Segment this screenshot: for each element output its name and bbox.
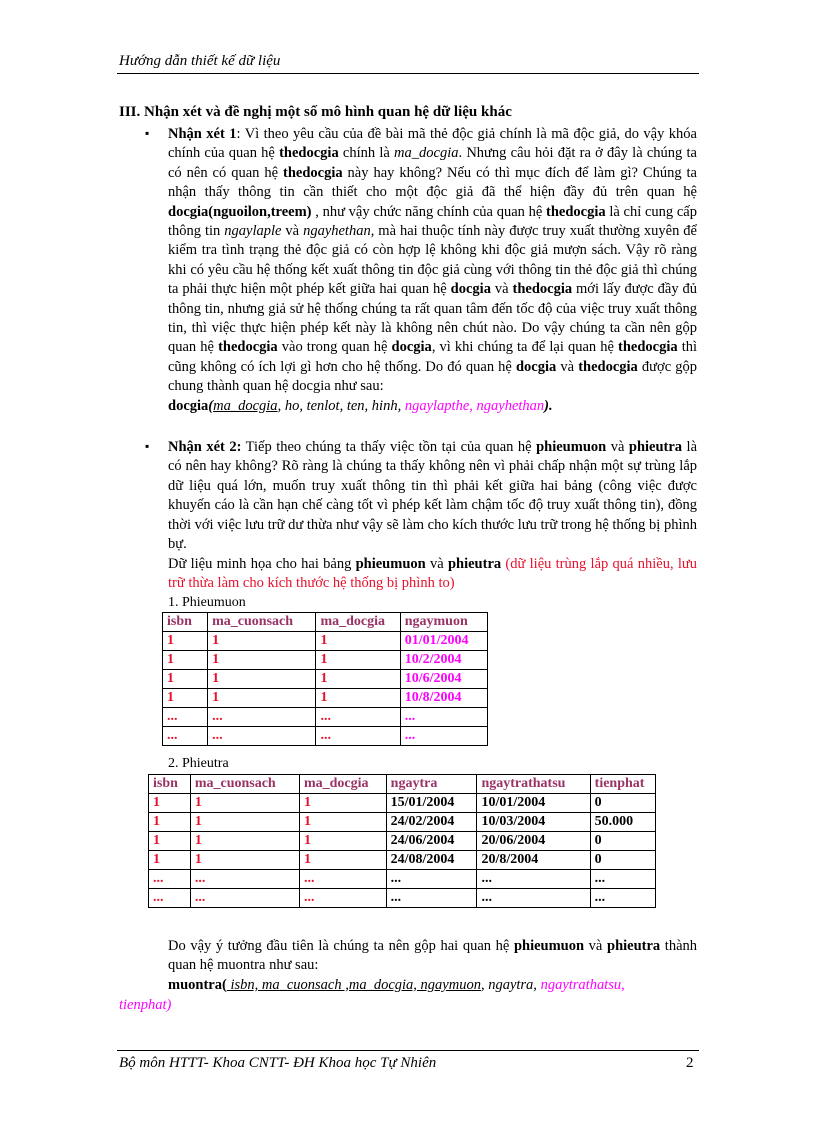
table-cell: 50.000 (590, 813, 655, 832)
table-row (163, 689, 488, 708)
table-cell: 1 (149, 813, 191, 832)
schema-muontra: muontra( (168, 976, 227, 993)
table-row (149, 813, 656, 832)
table-row (149, 832, 656, 851)
table-header-cell: ma_cuonsach (190, 775, 299, 794)
table-cell: 10/2/2004 (400, 651, 487, 670)
table-header-cell: ngaytra (386, 775, 477, 794)
table-cell: 1 (299, 794, 386, 813)
table-cell: 1 (316, 651, 400, 670)
table-header-cell: tienphat (590, 775, 655, 794)
table-cell: ... (386, 870, 477, 889)
page-footer: Bộ môn HTTT- Khoa CNTT- ĐH Khoa học Tự Nhiên (119, 1055, 437, 1071)
phieutra-table (148, 774, 656, 908)
table-cell: 1 (208, 670, 316, 689)
table-cell: ... (149, 870, 191, 889)
table-cell: 1 (299, 832, 386, 851)
table-cell: 1 (190, 832, 299, 851)
table-cell: 1 (316, 670, 400, 689)
observation-label: Nhận xét 2: (168, 439, 242, 455)
schema-muontra-continued: tienphat) (119, 997, 172, 1013)
table-cell: 0 (590, 851, 655, 870)
table-cell: ... (208, 708, 316, 727)
table-header-cell: ma_docgia (299, 775, 386, 794)
observation-label: Nhận xét 1 (168, 126, 237, 142)
table-cell: 10/8/2004 (400, 689, 487, 708)
table-cell: 1 (163, 670, 208, 689)
table-cell: 10/01/2004 (477, 794, 590, 813)
table-row (163, 632, 488, 651)
table-header-cell: ngaytrathatsu (477, 775, 590, 794)
table-cell: 1 (149, 851, 191, 870)
table-row (149, 870, 656, 889)
page-number: 2 (686, 1055, 694, 1071)
table-cell: ... (590, 870, 655, 889)
table1-caption: 1. Phieumuon (168, 595, 246, 610)
table-cell: 1 (316, 689, 400, 708)
table-cell: 1 (163, 651, 208, 670)
table-cell: 24/06/2004 (386, 832, 477, 851)
table-header-cell: ngaymuon (400, 613, 487, 632)
page-header: Hướng dẫn thiết kế dữ liệu (119, 53, 281, 69)
table-header-cell: ma_cuonsach (208, 613, 316, 632)
table-row (149, 794, 656, 813)
table-header-cell: isbn (149, 775, 191, 794)
table-cell: 0 (590, 794, 655, 813)
table-cell: ... (316, 727, 400, 746)
table-cell: ... (316, 708, 400, 727)
table-header-cell: isbn (163, 613, 208, 632)
table-cell: ... (190, 870, 299, 889)
paragraph-observation-2: Nhận xét 2: Tiếp theo chúng ta thấy việc tồn tại của quan hệ phieumuon và phieutra là có nên hay không? Rõ ràng là chúng ta thấy không nên vì phải chấp nhận một sự trùng lắp dữ liệu quá lớn, muốn truy xuất thông tin thì phải kết giữa hai bảng (công việc được khuyến cáo là cần hạn chế càng tốt vì phép kết làm chậm tốc độ truy xuất thông tin), đồng thời với việc lưu trữ dư thừa như vậy sẽ làm cho kích thước lưu trữ trong hệ thống bị phình bự. (168, 439, 697, 553)
table-cell: ... (400, 708, 487, 727)
header-rule (117, 73, 699, 74)
table-cell: 1 (316, 632, 400, 651)
table-cell: 15/01/2004 (386, 794, 477, 813)
table-cell: 1 (190, 794, 299, 813)
sample-data-note: (dữ liệu trùng lắp quá nhiều, lưu trữ thừa làm cho kích thước hệ thống bị phình to) (168, 556, 698, 592)
table2-caption: 2. Phieutra (168, 756, 229, 771)
table-cell: 0 (590, 832, 655, 851)
paragraph-observation-1: Nhận xét 1: Vì theo yêu cầu của đề bài mã thẻ độc giả chính là mã độc giả, do vậy khóa chính của quan hệ thedocgia chính là ma_docgia. Nhưng câu hỏi đặt ra ở đây là chúng ta có nên có quan hệ thedocgia này hay không? Nếu có thì mục đích để làm gì? Chúng ta nhận thấy thông tin cần thiết cho một độc giả đã thể hiện đầy đủ trên quan hệ docgia(nguoilon,treem) , như vậy chức năng chính của quan hệ thedocgia là chỉ cung cấp thông tin ngaylaple và ngayhethan, mà hai thuộc tính này được truy xuất thường xuyên để kiểm tra tình trạng thẻ độc giả có còn hợp lệ không khi độc giả mượn sách. Vậy rõ ràng khi có yêu cầu hệ thống kết xuất thông tin độc giả cùng với thông tin thẻ độc giả thì chúng ta phải thực hiện một phép kết giữa hai quan hệ docgia và thedocgia mới lấy được đầy đủ thông tin, nhưng giả sử hệ thống chúng ta rất quan tâm đến tốc độ của việc truy xuất thông tin, thì việc thực hiện phép kết này là không nên chút nào. Do vậy chúng ta cần nên gộp quan hệ thedocgia vào trong quan hệ docgia, vì khi chúng ta để lại quan hệ thedocgia thì cũng không có ích lợi gì hơn cho hệ thống. Do đó quan hệ docgia và thedocgia được gộp chung thành quan hệ docgia như sau: docgia(ma_docgia, ho, tenlot, ten, hinh, ngaylapthe, ngayhethan). (168, 126, 698, 414)
table-cell: 1 (208, 632, 316, 651)
table-cell: 1 (299, 813, 386, 832)
table-row (149, 851, 656, 870)
table-header-cell: ma_docgia (316, 613, 400, 632)
table-cell: ... (477, 870, 590, 889)
table-cell: 1 (190, 813, 299, 832)
table-cell: ... (163, 727, 208, 746)
table-cell: ... (299, 889, 386, 908)
table-cell: 1 (208, 689, 316, 708)
table-cell: ... (208, 727, 316, 746)
table-cell: ... (477, 889, 590, 908)
table-cell: 1 (163, 689, 208, 708)
phieumuon-table (162, 612, 488, 746)
table-cell: ... (400, 727, 487, 746)
table-cell: 10/03/2004 (477, 813, 590, 832)
schema-docgia: docgia (168, 397, 209, 414)
table-cell: 1 (149, 832, 191, 851)
table-cell: ... (590, 889, 655, 908)
table-cell: 1 (163, 632, 208, 651)
table-cell: ... (149, 889, 191, 908)
table-cell: 01/01/2004 (400, 632, 487, 651)
table-cell: ... (299, 870, 386, 889)
table-cell: 1 (208, 651, 316, 670)
section-title: III. Nhận xét và đề nghị một số mô hình quan hệ dữ liệu khác (119, 104, 512, 120)
paragraph-sample-data: Dữ liệu minh họa cho hai bảng phieumuon và phieutra (dữ liệu trùng lắp quá nhiều, lưu trữ thừa làm cho kích thước hệ thống bị phình to) (168, 556, 698, 592)
table-cell: 1 (149, 794, 191, 813)
table-cell: ... (190, 889, 299, 908)
table-row (149, 889, 656, 908)
footer-rule (117, 1050, 699, 1051)
table-cell: 1 (299, 851, 386, 870)
table-cell: ... (163, 708, 208, 727)
table-cell: 20/8/2004 (477, 851, 590, 870)
table-row (163, 708, 488, 727)
table-cell: ... (386, 889, 477, 908)
table-cell: 20/06/2004 (477, 832, 590, 851)
table-row (163, 670, 488, 689)
table-cell: 1 (190, 851, 299, 870)
table-cell: 24/08/2004 (386, 851, 477, 870)
bullet-icon: ▪ (145, 439, 150, 453)
paragraph-conclusion: Do vậy ý tưởng đầu tiên là chúng ta nên gộp hai quan hệ phieumuon và phieutra thành quan hệ muontra như sau: muontra( isbn, ma_cuonsach ,ma_docgia, ngaymuon, ngaytra, ngaytrathatsu, (168, 938, 698, 993)
table-cell: 10/6/2004 (400, 670, 487, 689)
table-row (163, 727, 488, 746)
table-row (163, 651, 488, 670)
bullet-icon: ▪ (145, 126, 150, 140)
table-cell: 24/02/2004 (386, 813, 477, 832)
